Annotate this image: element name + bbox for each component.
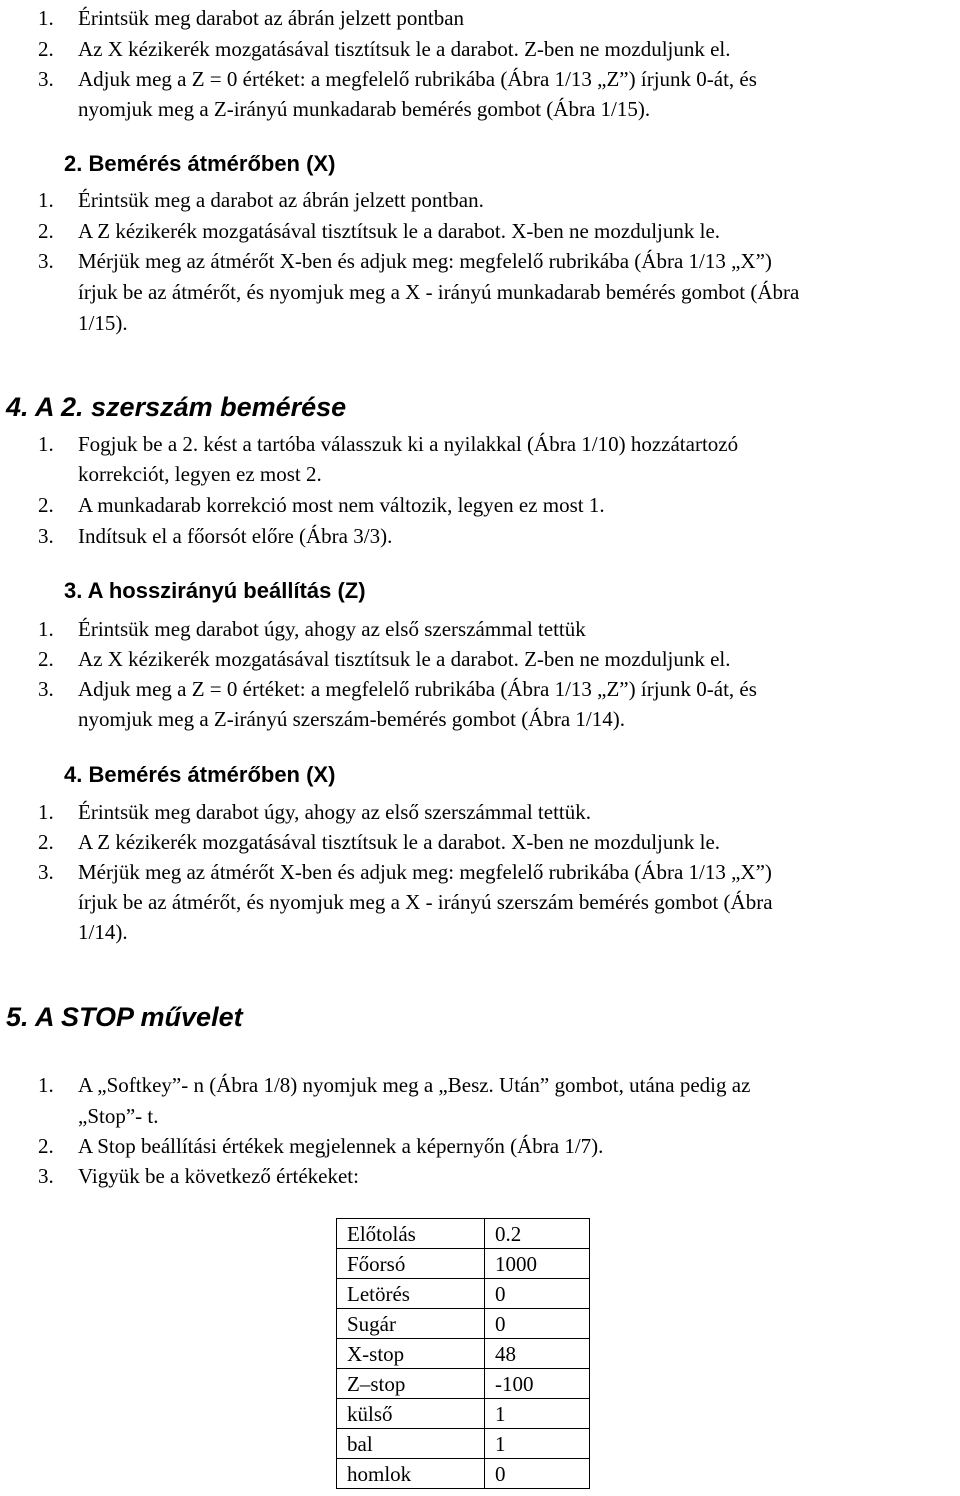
table-cell-value: 48 [485, 1339, 590, 1369]
list-number: 2. [38, 493, 54, 517]
section-heading: 3. A hosszirányú beállítás (Z) [64, 578, 366, 603]
table-row [337, 1219, 590, 1249]
table-cell-param: homlok [337, 1459, 485, 1489]
list-number: 2. [38, 219, 54, 243]
list-item-text: Mérjük meg az átmérőt X-ben és adjuk meg: megfelelő rubrikába (Ábra 1/13 „X”) [78, 860, 772, 884]
list-item-text: Érintsük meg darabot az ábrán jelzett pontban [78, 6, 465, 30]
list-item-text: A Stop beállítási értékek megjelennek a képernyőn (Ábra 1/7). [78, 1134, 604, 1158]
list-number: 3. [38, 1164, 54, 1188]
list-number: 3. [38, 677, 54, 701]
table-cell-value: 0 [485, 1459, 590, 1489]
list-number: 3. [38, 67, 54, 91]
table-row [337, 1249, 590, 1279]
list-item-text: A Z kézikerék mozgatásával tisztítsuk le a darabot. X-ben ne mozduljunk le. [78, 219, 721, 243]
table-row [337, 1429, 590, 1459]
table-cell-param: Letörés [337, 1279, 485, 1309]
list-item-text: korrekciót, legyen ez most 2. [78, 462, 322, 486]
table-row [337, 1339, 590, 1369]
section-heading: 5. A STOP művelet [6, 1002, 243, 1032]
section-heading: 4. A 2. szerszám bemérése [6, 392, 347, 422]
stop-values-table [336, 1218, 590, 1489]
list-item-text: Mérjük meg az átmérőt X-ben és adjuk meg: megfelelő rubrikába (Ábra 1/13 „X”) [78, 249, 772, 273]
list-item-text: Érintsük meg a darabot az ábrán jelzett pontban. [78, 188, 484, 212]
table-cell-value: 1 [485, 1429, 590, 1459]
table-row [337, 1279, 590, 1309]
table-cell-param: Főorsó [337, 1249, 485, 1279]
list-number: 2. [38, 830, 54, 854]
list-item-text: A munkadarab korrekció most nem változik, legyen ez most 1. [78, 493, 605, 517]
list-item-text: írjuk be az átmérőt, és nyomjuk meg a X - irányú szerszám bemérés gombot (Ábra [78, 890, 773, 914]
section-heading: 4. Bemérés átmérőben (X) [64, 762, 336, 787]
list-number: 1. [38, 1073, 54, 1097]
list-item-text: Érintsük meg darabot úgy, ahogy az első szerszámmal tettük. [78, 800, 591, 824]
list-item-text: nyomjuk meg a Z-irányú szerszám-bemérés gombot (Ábra 1/14). [78, 707, 625, 731]
list-number: 2. [38, 37, 54, 61]
list-number: 1. [38, 617, 54, 641]
table-row [337, 1309, 590, 1339]
table-cell-param: Előtolás [337, 1219, 485, 1249]
table-row [337, 1399, 590, 1429]
list-item-text: Fogjuk be a 2. kést a tartóba válasszuk ki a nyilakkal (Ábra 1/10) hozzátartozó [78, 432, 739, 456]
list-number: 3. [38, 860, 54, 884]
list-number: 3. [38, 524, 54, 548]
list-item-text: A „Softkey”- n (Ábra 1/8) nyomjuk meg a „Besz. Után” gombot, utána pedig az [78, 1073, 751, 1097]
table-cell-value: 1 [485, 1399, 590, 1429]
list-item-text: Az X kézikerék mozgatásával tisztítsuk le a darabot. Z-ben ne mozduljunk el. [78, 647, 731, 671]
table-cell-value: 0 [485, 1279, 590, 1309]
list-number: 2. [38, 1134, 54, 1158]
list-item-text: Az X kézikerék mozgatásával tisztítsuk le a darabot. Z-ben ne mozduljunk el. [78, 37, 731, 61]
list-item-text: Adjuk meg a Z = 0 értéket: a megfelelő rubrikába (Ábra 1/13 „Z”) írjunk 0-át, és [78, 67, 757, 91]
list-number: 1. [38, 800, 54, 824]
list-number: 3. [38, 249, 54, 273]
table-cell-param: bal [337, 1429, 485, 1459]
table-row [337, 1459, 590, 1489]
table-cell-value: 1000 [485, 1249, 590, 1279]
table-cell-param: Z–stop [337, 1369, 485, 1399]
table-cell-param: Sugár [337, 1309, 485, 1339]
table-cell-value: 0 [485, 1309, 590, 1339]
list-item-text: 1/14). [78, 920, 128, 944]
list-item-text: A Z kézikerék mozgatásával tisztítsuk le a darabot. X-ben ne mozduljunk le. [78, 830, 721, 854]
table-cell-value: 0.2 [485, 1219, 590, 1249]
table-cell-param: külső [337, 1399, 485, 1429]
list-item-text: írjuk be az átmérőt, és nyomjuk meg a X - irányú munkadarab bemérés gombot (Ábra [78, 280, 800, 304]
list-item-text: Adjuk meg a Z = 0 értéket: a megfelelő rubrikába (Ábra 1/13 „Z”) írjunk 0-át, és [78, 677, 757, 701]
list-number: 1. [38, 188, 54, 212]
table-cell-param: X-stop [337, 1339, 485, 1369]
list-item-text: Vigyük be a következő értékeket: [78, 1164, 359, 1188]
table-row [337, 1369, 590, 1399]
list-number: 1. [38, 6, 54, 30]
list-item-text: nyomjuk meg a Z-irányú munkadarab bemérés gombot (Ábra 1/15). [78, 97, 651, 121]
list-item-text: Indítsuk el a főorsót előre (Ábra 3/3). [78, 524, 393, 548]
list-number: 2. [38, 647, 54, 671]
list-item-text: 1/15). [78, 311, 128, 335]
section-heading: 2. Bemérés átmérőben (X) [64, 151, 336, 176]
list-item-text: Érintsük meg darabot úgy, ahogy az első szerszámmal tettük [78, 617, 586, 641]
list-number: 1. [38, 432, 54, 456]
table-cell-value: -100 [485, 1369, 590, 1399]
list-item-text: „Stop”- t. [78, 1104, 159, 1128]
